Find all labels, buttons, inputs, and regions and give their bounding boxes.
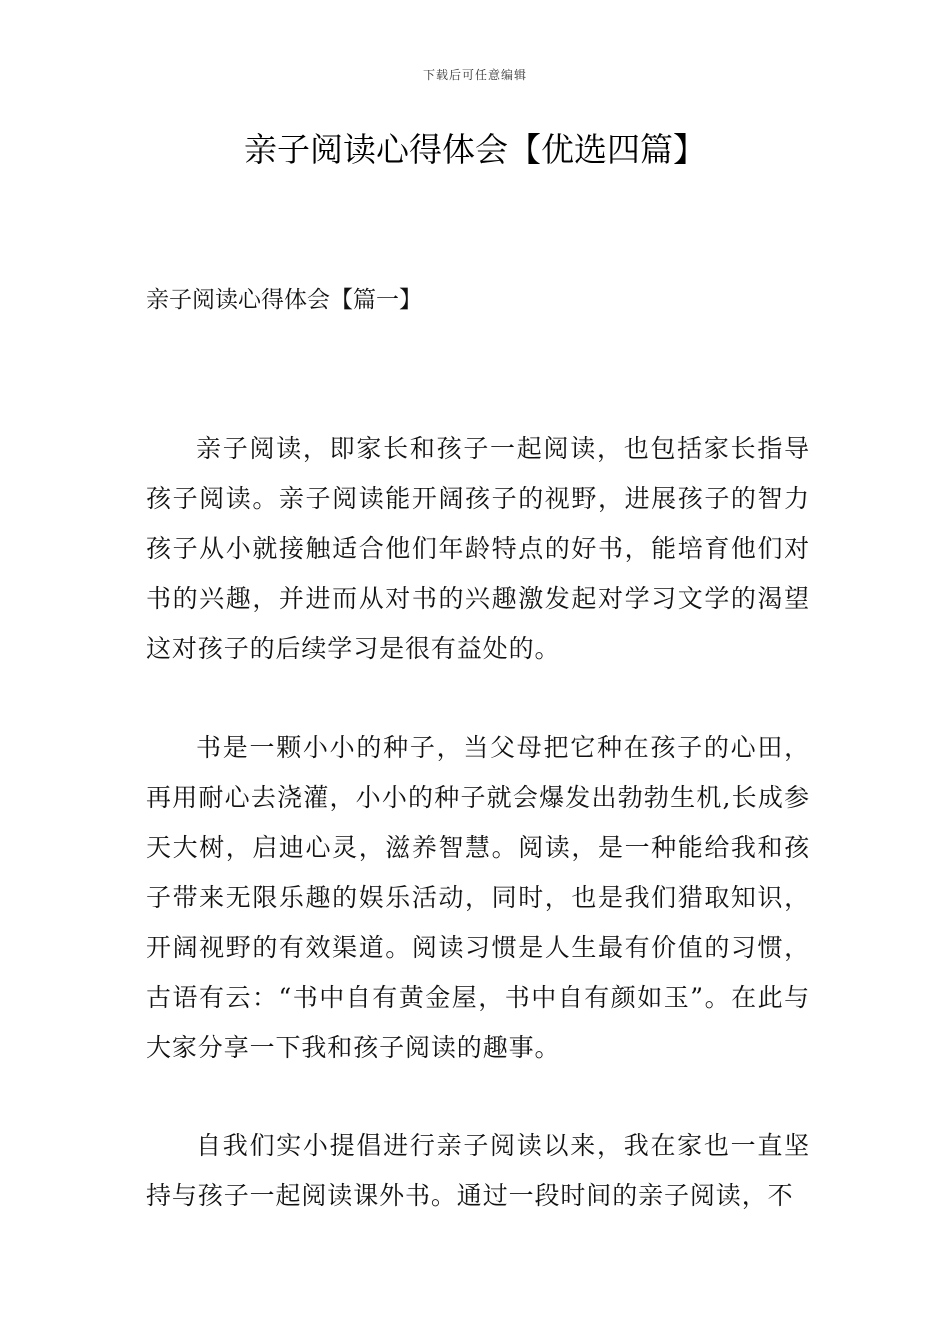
body-paragraph-2	[146, 723, 810, 1073]
paragraph-text: 书是一颗小小的种子，当父母把它种在孩子的心田，再用耐心去浇灌，小小的种子就会爆发出勃勃生机,长成参天大树，启迪心灵，滋养智慧。阅读，是一种能给我和孩子带来无限乐趣的娱乐活动，同时，也是我们猎取知识，开阔视野的有效渠道。阅读习惯是人生最有价值的习惯，古语有云：“书中自有黄金屋，书中自有颜如玉”。在此与大家分享一下我和孩子阅读的趣事。	[146, 733, 810, 1062]
paragraph-text: 亲子阅读，即家长和孩子一起阅读，也包括家长指导孩子阅读。亲子阅读能开阔孩子的视野，进展孩子的智力孩子从小就接触适合他们年龄特点的好书，能培育他们对书的兴趣，并进而从对书的兴趣激发起对学习文学的渴望这对孩子的后续学习是很有益处的。	[146, 434, 810, 663]
body-paragraph-1	[146, 424, 810, 674]
section-heading: 亲子阅读心得体会【篇一】	[146, 287, 422, 313]
document-title: 亲子阅读心得体会【优选四篇】	[244, 130, 706, 169]
body-paragraph-3	[146, 1121, 810, 1221]
header-note: 下载后可任意编辑	[422, 68, 527, 82]
paragraph-text: 自我们实小提倡进行亲子阅读以来，我在家也一直坚持与孩子一起阅读课外书。通过一段时间的亲子阅读，不	[146, 1131, 810, 1210]
